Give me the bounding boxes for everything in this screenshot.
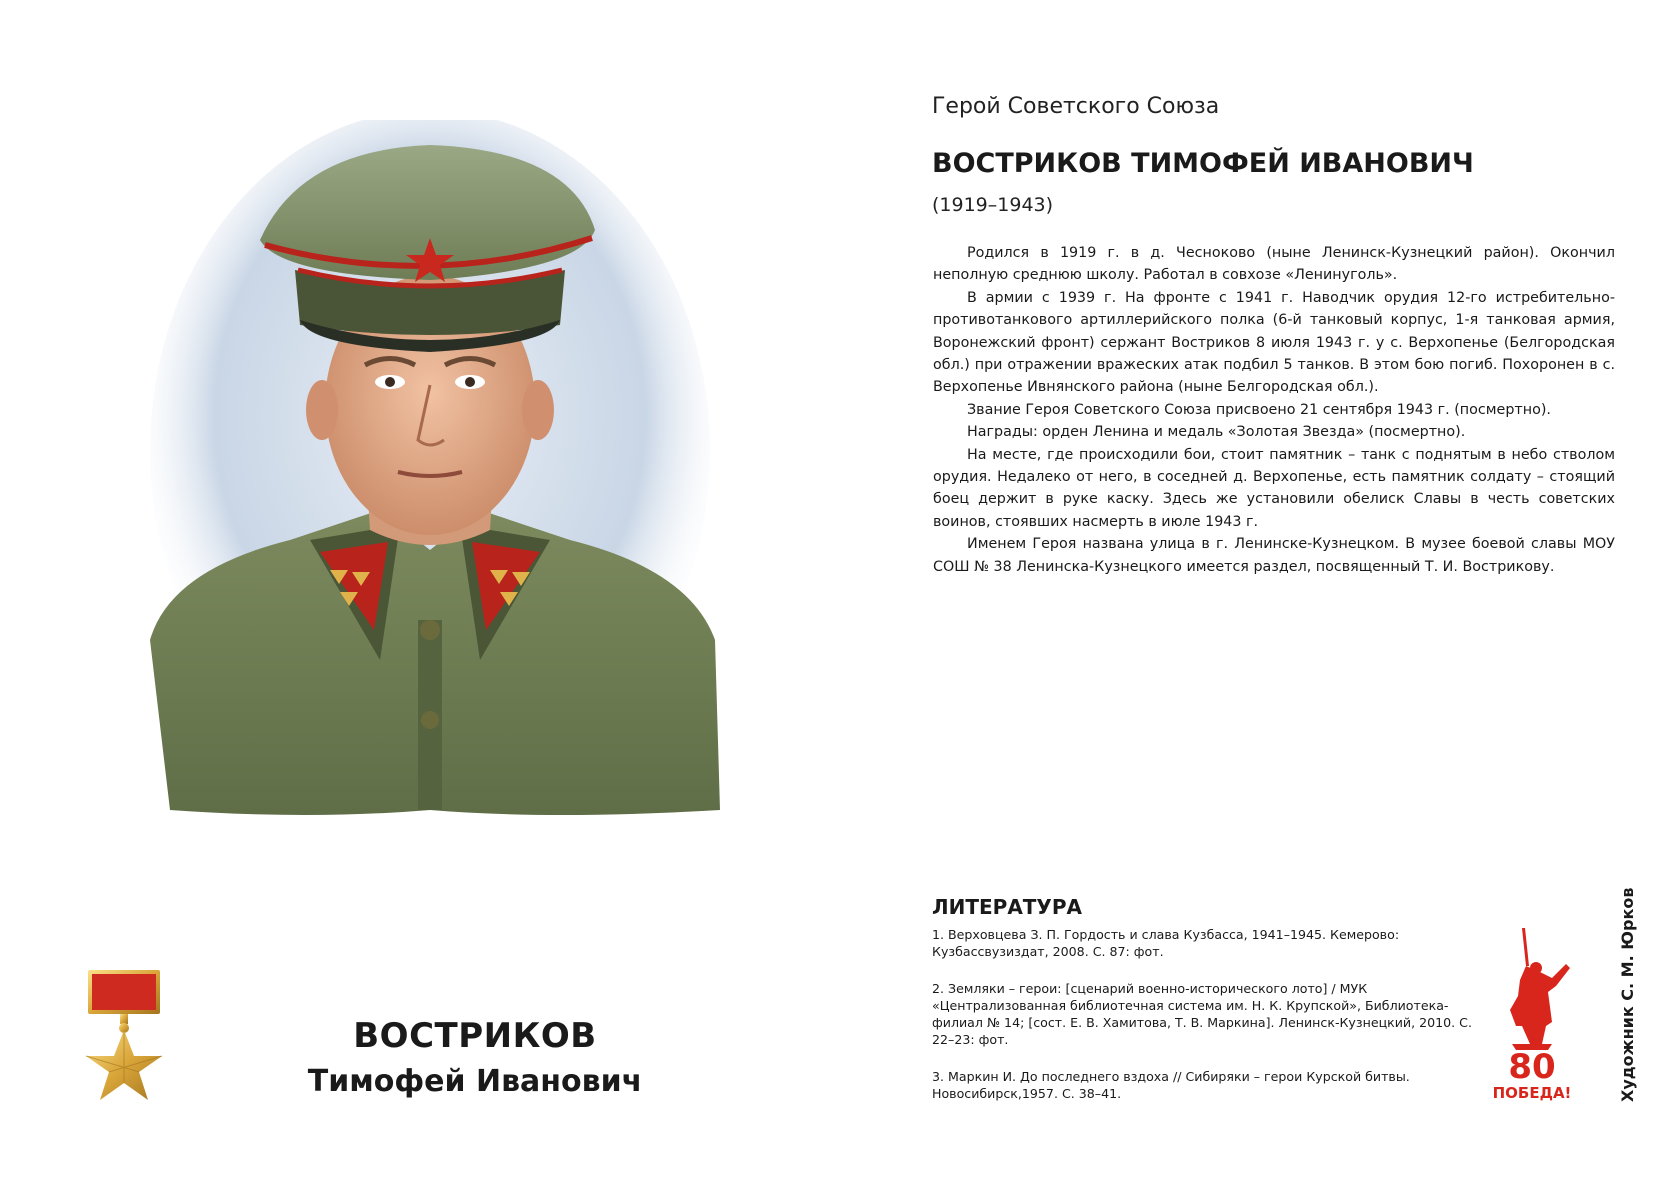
bio-paragraph: Именем Героя названа улица в г. Ленинске-Кузнецком. В музее боевой славы МОУ СОШ № 38 Ленинска-Кузнецкого имеется раздел, посвященный Т. И. Вострикову. (933, 536, 1615, 575)
bio-paragraph: В армии с 1939 г. На фронте с 1941 г. Наводчик орудия 12-го истребительно-противотанкового артиллерийского полка (6-й танковый корпус, 1-я танковая армия, Воронежский фронт) сержант Востриков 8 июля 1943 г. у с. Верхопенье (Белгородская обл.) при отражении вражеских атак подбил 5 танков. В этом бою погиб. Похоронен в с. Верхопенье Ивнянского района (ныне Белгородская обл.). (933, 289, 1615, 396)
bio-paragraph: Награды: орден Ленина и медаль «Золотая Звезда» (посмертно). (967, 424, 1466, 441)
artist-credit: Художник С. М. Юрков (1618, 887, 1637, 1102)
caption-name: Тимофей Иванович (307, 1064, 643, 1099)
literature-item: 3. Маркин И. До последнего вздоха // Сибиряки – герои Курской битвы. Новосибирск,1957. С. 38–41. (932, 1069, 1410, 1101)
person-name: ВОСТРИКОВ ТИМОФЕЙ ИВАНОВИЧ (932, 148, 1474, 179)
pobeda-80-logo-icon (1482, 926, 1582, 1102)
soldier-portrait-icon (130, 120, 730, 890)
literature-heading: ЛИТЕРАТУРА (932, 895, 1082, 919)
logo-word: ПОБЕДА! (1492, 1084, 1572, 1102)
biography (933, 242, 1615, 578)
logo-number: 80 (1508, 1047, 1556, 1087)
hero-title: Герой Советского Союза (932, 94, 1220, 119)
caption-surname: ВОСТРИКОВ (353, 1016, 597, 1056)
right-page (840, 0, 1680, 1188)
literature-item: 1. Верховцева З. П. Гордость и слава Кузбасса, 1941–1945. Кемерово: Кузбассвузиздат, 2008. С. 87: фот. (932, 927, 1400, 959)
bio-paragraph: Родился в 1919 г. в д. Чесноково (ныне Ленинск-Кузнецкий район). Окончил неполную среднюю школу. Работал в совхозе «Ленинуголь». (933, 245, 1615, 284)
literature-item: 2. Земляки – герои: [сценарий военно-исторического лото] / МУК «Централизованная библиотечная система им. Н. К. Крупской», Библиотека-филиал № 14; [сост. Е. В. Хамитова, Т. В. Маркина]. Ленинск-Кузнецкий, 2010. С. 22–23: фот. (932, 981, 1472, 1047)
literature-list (932, 926, 1492, 1122)
gold-star-medal-icon (84, 968, 164, 1104)
bio-paragraph: Звание Героя Советского Союза присвоено 21 сентября 1943 г. (посмертно). (967, 401, 1551, 418)
life-years: (1919–1943) (932, 194, 1054, 216)
bio-paragraph: На месте, где происходили бои, стоит памятник – танк с поднятым в небо стволом орудия. Недалеко от него, в соседней д. Верхопенье, есть памятник солдату – стоящий боец держит в руке каску. Здесь же установили обелиск Славы в честь советских воинов, стоявших насмерть в июле 1943 г. (933, 446, 1615, 530)
